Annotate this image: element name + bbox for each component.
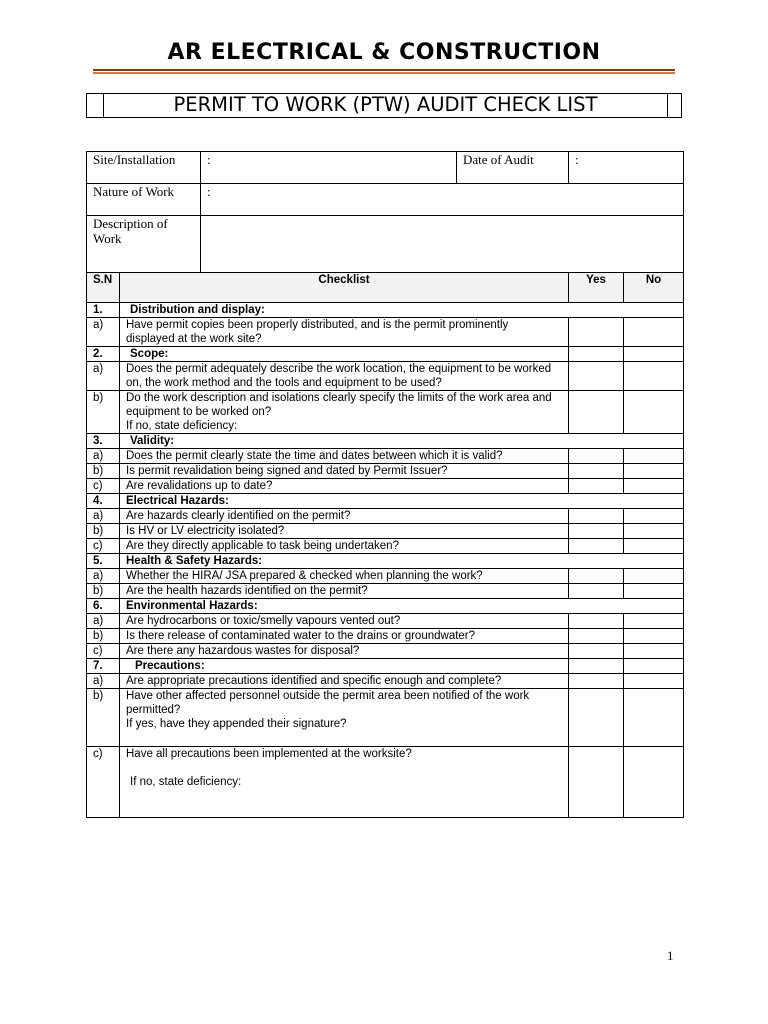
no-cell[interactable] [624,524,684,539]
table-row [87,479,684,494]
section-row [87,494,684,509]
checklist-table [86,272,684,818]
no-cell[interactable] [624,479,684,494]
section-title: Precautions: [120,659,569,674]
no-cell[interactable] [624,539,684,554]
item-label: a) [87,449,120,464]
item-question: Are revalidations up to date? [120,479,569,494]
item-question: Is permit revalidation being signed and dated by Permit Issuer? [120,464,569,479]
item-question: Does the permit clearly state the time and dates between which it is valid? [120,449,569,464]
yes-cell[interactable] [569,584,624,599]
table-row [87,509,684,524]
no-cell [624,659,684,674]
item-question: Are hydrocarbons or toxic/smelly vapours vented out? [120,614,569,629]
question-line: Have permit copies been properly distributed, and is the permit prominently [126,319,509,331]
table-row [87,629,684,644]
section-number: 2. [87,347,120,362]
header-rule-brown [93,69,675,71]
table-row [87,318,684,347]
question-line: displayed at the work site? [126,333,262,345]
site-field[interactable]: : [201,152,457,184]
item-label: a) [87,674,120,689]
item-label: a) [87,614,120,629]
yes-cell [569,659,624,674]
no-cell[interactable] [624,614,684,629]
item-label: b) [87,584,120,599]
item-question: Is HV or LV electricity isolated? [120,524,569,539]
section-title: Health & Safety Hazards: [120,554,684,569]
checklist-header-row [87,273,684,303]
document-title: PERMIT TO WORK (PTW) AUDIT CHECK LIST [103,93,668,118]
site-label: Site/Installation [87,152,201,184]
table-row [87,391,684,434]
nature-label: Nature of Work [87,184,201,216]
yes-cell[interactable] [569,689,624,747]
no-cell [624,347,684,362]
item-question: Are they directly applicable to task being undertaken? [120,539,569,554]
item-label: c) [87,539,120,554]
date-field[interactable]: : [569,152,684,184]
section-number: 1. [87,303,120,318]
title-box [86,93,682,118]
yes-cell[interactable] [569,479,624,494]
table-row [87,524,684,539]
item-label: b) [87,689,120,747]
company-name: AR ELECTRICAL & CONSTRUCTION [167,40,601,65]
question-line: on, the work method and the tools and equipment to be used? [126,377,442,389]
section-title: Validity: [120,434,684,449]
item-label: c) [87,479,120,494]
section-title: Environmental Hazards: [120,599,684,614]
section-number: 3. [87,434,120,449]
no-cell[interactable] [624,318,684,347]
item-question: Are hazards clearly identified on the permit? [120,509,569,524]
page-number: 1 [667,948,674,963]
header-rule-orange [93,72,675,74]
yes-cell[interactable] [569,614,624,629]
no-cell[interactable] [624,449,684,464]
info-table [86,151,684,273]
item-question [120,689,569,747]
item-label: b) [87,524,120,539]
yes-cell[interactable] [569,362,624,391]
section-row [87,347,684,362]
header-checklist: Checklist [120,273,569,303]
item-label: a) [87,362,120,391]
question-line: If no, state deficiency: [130,776,242,788]
header-yes: Yes [569,273,624,303]
question-line: Does the permit adequately describe the work location, the equipment to be worked [126,363,552,375]
no-cell[interactable] [624,569,684,584]
item-question: Are the health hazards identified on the permit? [120,584,569,599]
item-question [120,362,569,391]
no-cell[interactable] [624,584,684,599]
table-row [87,464,684,479]
section-row [87,659,684,674]
table-row [87,449,684,464]
table-row [87,569,684,584]
question-line: permitted? [126,704,181,716]
section-row [87,554,684,569]
date-label: Date of Audit [457,152,569,184]
section-row [87,303,684,318]
item-label: a) [87,569,120,584]
yes-cell[interactable] [569,644,624,659]
yes-cell[interactable] [569,524,624,539]
table-row [87,747,684,818]
item-label: a) [87,318,120,347]
no-cell[interactable] [624,689,684,747]
yes-cell[interactable] [569,569,624,584]
header-sn: S.N [87,273,120,303]
spacer [126,761,564,775]
section-title: Scope: [120,347,569,362]
header-no: No [624,273,684,303]
item-question: Are appropriate precautions identified and specific enough and complete? [120,674,569,689]
table-row [87,614,684,629]
no-cell[interactable] [624,509,684,524]
item-label: a) [87,509,120,524]
question-line: equipment to be worked on? [126,406,272,418]
yes-cell[interactable] [569,509,624,524]
yes-cell[interactable] [569,674,624,689]
section-number: 4. [87,494,120,509]
yes-cell[interactable] [569,629,624,644]
table-row [87,362,684,391]
table-row [87,689,684,747]
question-line: If no, state deficiency: [126,420,238,432]
section-title: Electrical Hazards: [120,494,684,509]
no-cell[interactable] [624,391,684,434]
no-cell[interactable] [624,464,684,479]
description-field[interactable] [201,216,684,273]
section-title: Distribution and display: [120,303,684,318]
yes-cell[interactable] [569,464,624,479]
no-cell[interactable] [624,674,684,689]
section-number: 7. [87,659,120,674]
table-row [87,539,684,554]
table-row [87,644,684,659]
question-line: Do the work description and isolations clearly specify the limits of the work area and [126,392,552,404]
question-line: If yes, have they appended their signature? [126,718,347,730]
no-cell[interactable] [624,629,684,644]
no-cell[interactable] [624,644,684,659]
item-label: c) [87,644,120,659]
question-line: Have other affected personnel outside the permit area been notified of the work [126,690,530,702]
yes-cell[interactable] [569,747,624,818]
section-number: 6. [87,599,120,614]
item-label: b) [87,391,120,434]
section-row [87,434,684,449]
section-row [87,599,684,614]
item-question [120,747,569,818]
item-question: Is there release of contaminated water to the drains or groundwater? [120,629,569,644]
no-cell[interactable] [624,747,684,818]
item-question: Are there any hazardous wastes for disposal? [120,644,569,659]
item-question [120,318,569,347]
yes-cell[interactable] [569,391,624,434]
no-cell[interactable] [624,362,684,391]
table-row [87,674,684,689]
yes-cell[interactable] [569,539,624,554]
nature-field[interactable]: : [201,184,684,216]
section-number: 5. [87,554,120,569]
yes-cell[interactable] [569,449,624,464]
yes-cell [569,347,624,362]
item-label: c) [87,747,120,818]
item-label: b) [87,464,120,479]
question-line: Have all precautions been implemented at the worksite? [126,748,412,760]
description-label: Description of Work [87,216,201,273]
item-question [120,391,569,434]
item-question: Whether the HIRA/ JSA prepared & checked when planning the work? [120,569,569,584]
yes-cell[interactable] [569,318,624,347]
item-label: b) [87,629,120,644]
table-row [87,584,684,599]
